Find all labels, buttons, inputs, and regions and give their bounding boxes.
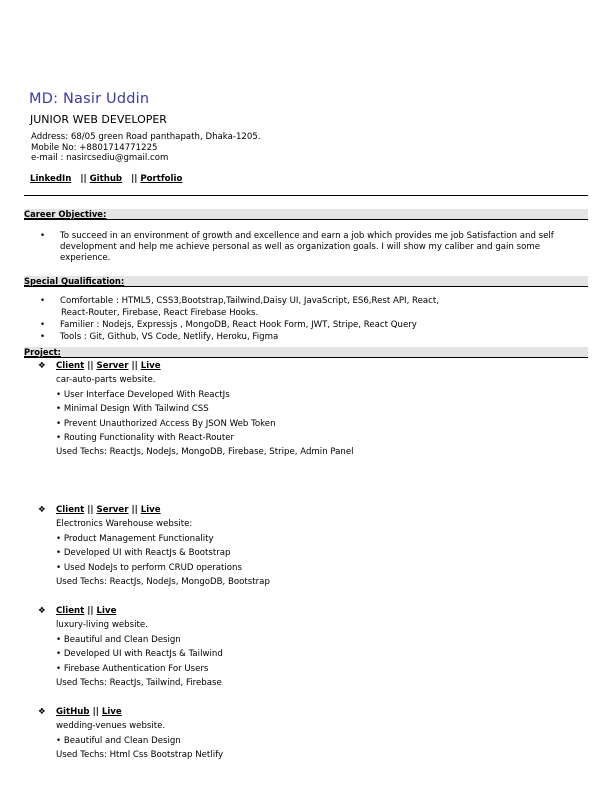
qualification-text: Comfortable : HTML5, CSS3,Bootstrap,Tailwind,Daisy UI, JavaScript, ES6,Rest API, React, (60, 296, 440, 306)
job-title: JUNIOR WEB DEVELOPER (30, 113, 167, 126)
project-link-client[interactable]: Client (56, 606, 85, 616)
project-techs: Used Techs: ReactJs, Tailwind, Firebase (56, 678, 222, 689)
project-links (38, 359, 354, 373)
career-text: • To succeed in an environment of growth and excellence and earn a job which provides me job Satisfaction and self development and help me achieve personal as well as organization goals. I will show my caliber and gain some experience. (40, 231, 588, 264)
separator: || (131, 174, 138, 184)
project-link-client[interactable]: Client (56, 361, 85, 371)
separator: || (87, 361, 94, 371)
qualification-item: • Familier : Nodejs, Expressjs , MongoDB, React Hook Form, JWT, Stripe, React Query (40, 319, 580, 331)
divider (24, 195, 588, 196)
separator: || (87, 505, 94, 515)
project-link-live[interactable]: Live (140, 505, 161, 515)
project-feature: • Beautiful and Clean Design (56, 633, 223, 647)
project-feature: • Developed UI with ReactJs & Bootstrap (56, 546, 270, 560)
diamond-bullet-icon: ❖ (38, 361, 46, 371)
project-link-live[interactable]: Live (101, 707, 122, 717)
project-links (38, 604, 223, 618)
project-feature: • Beautiful and Clean Design (56, 734, 223, 748)
linkedin-link[interactable]: LinkedIn (30, 174, 72, 184)
project-feature: • Firebase Authentication For Users (56, 662, 223, 676)
github-link[interactable]: Github (89, 174, 123, 184)
separator: || (131, 505, 138, 515)
project-link-server[interactable]: Server (96, 505, 129, 515)
address: Address: 68/05 green Road panthapath, Dhaka-1205. (31, 132, 261, 142)
profile-links (30, 174, 182, 184)
qualification-heading (24, 276, 588, 287)
project-links (38, 705, 223, 719)
career-heading (24, 209, 588, 220)
diamond-bullet-icon: ❖ (38, 707, 46, 717)
separator: || (131, 361, 138, 371)
diamond-bullet-icon: ❖ (38, 505, 46, 515)
project-item (38, 604, 223, 690)
project-title: car-auto-parts website. (56, 375, 156, 386)
project-feature: • Developed UI with ReactJs & Tailwind (56, 647, 223, 661)
project-feature: • Routing Functionality with React-Router (56, 431, 354, 445)
qualification-item: • Tools : Git, Github, VS Code, Netlify, Heroku, Figma (40, 331, 580, 343)
project-title: wedding-venues website. (56, 721, 166, 732)
project-item (38, 359, 354, 460)
project-link-server[interactable]: Server (96, 361, 129, 371)
separator: || (80, 174, 87, 184)
project-title: Electronics Warehouse website: (56, 519, 193, 530)
project-item (38, 503, 270, 589)
project-link-github[interactable]: GitHub (56, 707, 90, 717)
separator: || (87, 606, 94, 616)
email: e-mail : nasircsediu@gmail.com (31, 153, 169, 163)
career-list (40, 231, 588, 264)
project-item (38, 705, 223, 763)
career-heading-text: Career Objective: (24, 209, 107, 219)
qualification-heading-text: Special Qualification: (24, 276, 125, 286)
project-techs: Used Techs: Html Css Bootstrap Netlify (56, 750, 224, 761)
project-link-live[interactable]: Live (96, 606, 117, 616)
qualification-item (40, 295, 580, 319)
project-feature: • Used NodeJs to perform CRUD operations (56, 561, 270, 575)
project-feature: • Minimal Design With Tailwind CSS (56, 402, 354, 416)
qualification-list (40, 295, 580, 343)
project-heading-text: Project: (24, 347, 61, 357)
project-link-client[interactable]: Client (56, 505, 85, 515)
qualification-continuation: React-Router, Firebase, React Firebase Hooks. (61, 308, 259, 318)
project-link-live[interactable]: Live (140, 361, 161, 371)
portfolio-link[interactable]: Portfolio (140, 174, 183, 184)
project-title: luxury-living website. (56, 620, 148, 631)
project-techs: Used Techs: ReactJs, NodeJs, MongoDB, Firebase, Stripe, Admin Panel (56, 447, 354, 458)
project-techs: Used Techs: ReactJs, NodeJs, MongoDB, Bootstrap (56, 577, 270, 588)
mobile: Mobile No: +8801714771225 (31, 142, 158, 153)
project-links (38, 503, 270, 517)
project-heading (24, 347, 588, 358)
separator: || (92, 707, 99, 717)
project-feature: • Prevent Unauthorized Access By JSON Web Token (56, 417, 354, 431)
project-feature: • User Interface Developed With ReactJs (56, 388, 354, 402)
candidate-name: MD: Nasir Uddin (29, 91, 150, 107)
diamond-bullet-icon: ❖ (38, 606, 46, 616)
project-feature: • Product Management Functionality (56, 532, 270, 546)
contact-info (31, 132, 261, 164)
